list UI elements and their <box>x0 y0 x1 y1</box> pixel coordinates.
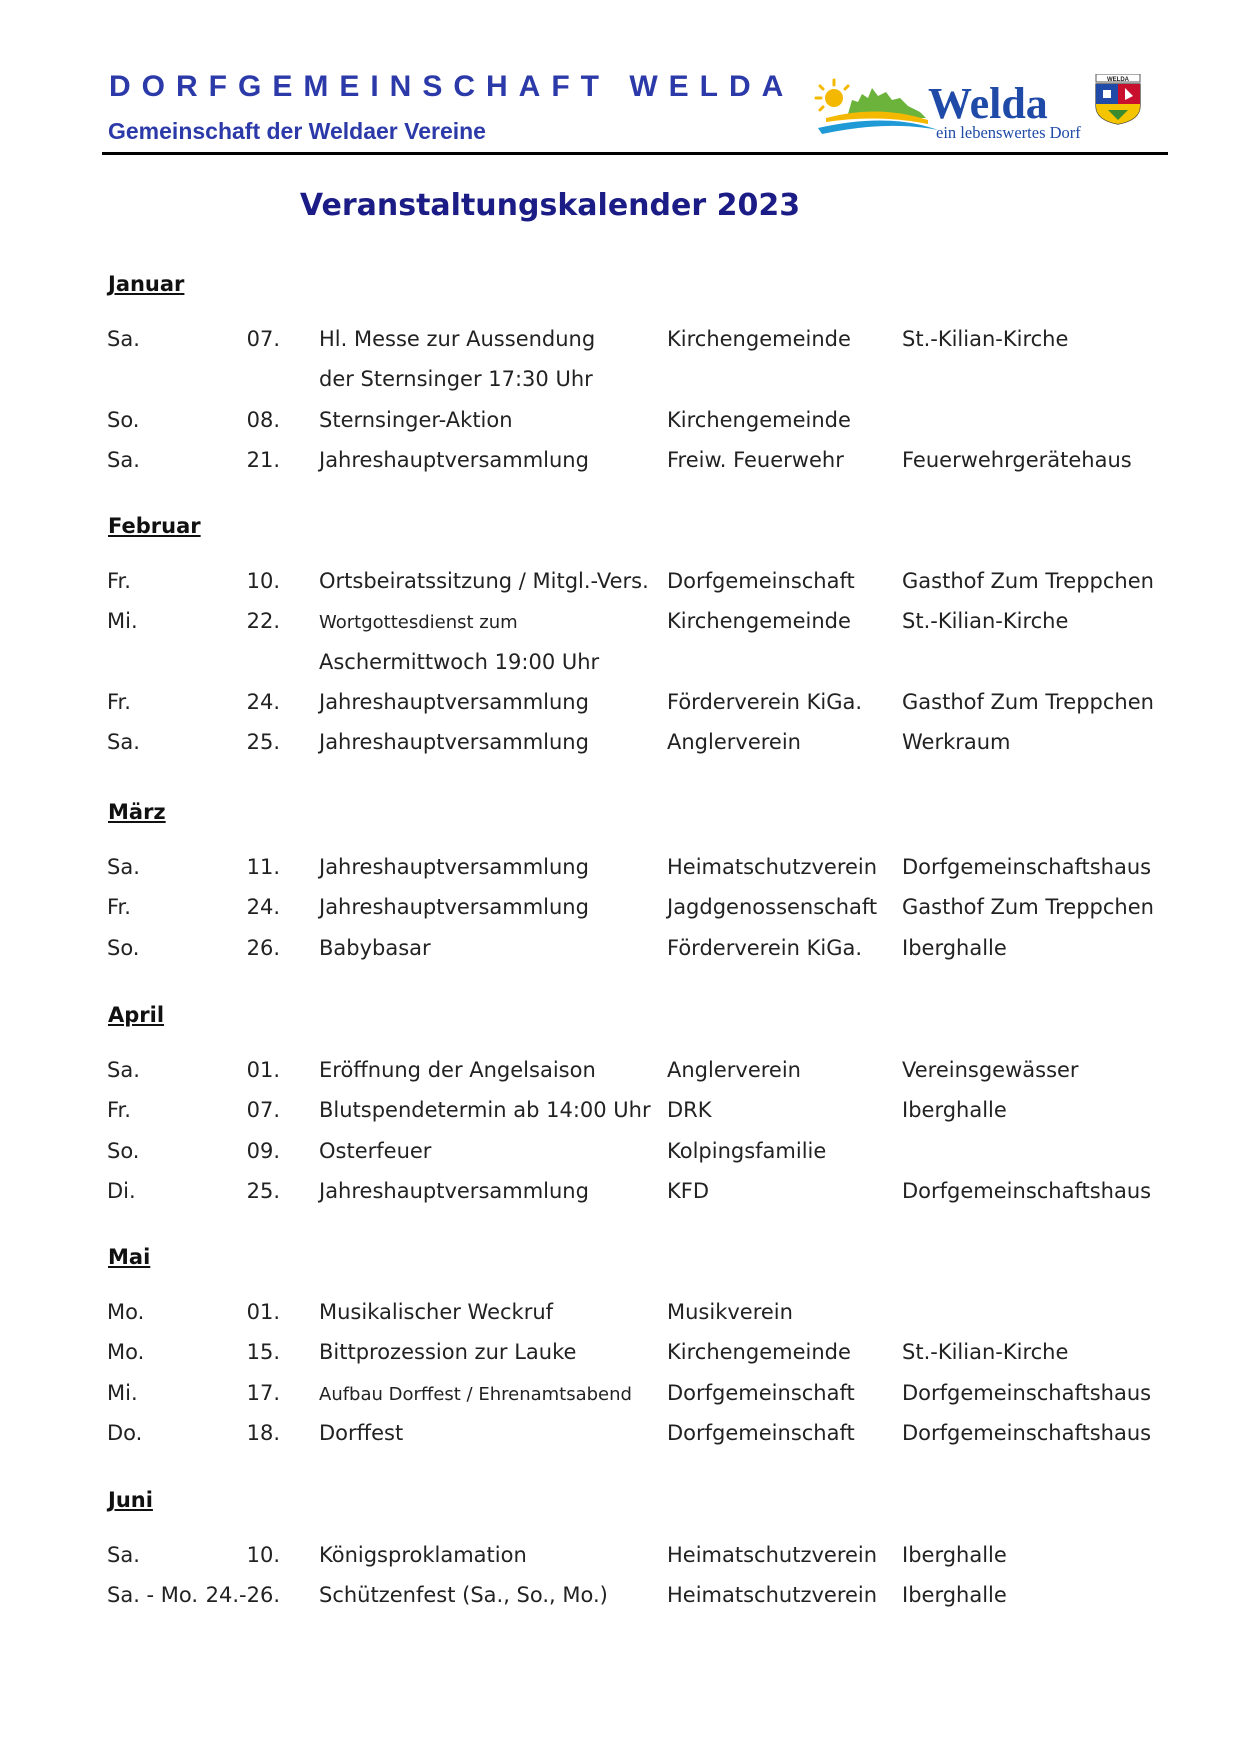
event-organizer: Kirchengemeinde <box>667 327 851 351</box>
event-location: St.-Kilian-Kirche <box>902 327 1069 351</box>
event-day: Sa. <box>107 1058 140 1082</box>
event-organizer: Heimatschutzverein <box>667 1583 878 1608</box>
event-title: Jahreshauptversammlung <box>319 447 589 472</box>
event-organizer: Jagdgenossenschaft <box>667 895 878 920</box>
event-title: Jahreshauptversammlung <box>319 855 589 879</box>
org-title: DORFGEMEINSCHAFT WELDA <box>109 70 795 103</box>
event-location: Dorfgemeinschaftshaus <box>902 855 1152 879</box>
event-date: 09. <box>246 1138 280 1163</box>
event-day: Sa. - Mo. <box>107 1583 199 1608</box>
event-row <box>0 1543 1240 1583</box>
event-row <box>0 1139 1240 1179</box>
event-day: Sa. <box>107 855 140 879</box>
event-location: Werkraum <box>902 730 1011 755</box>
event-row <box>0 1421 1240 1461</box>
event-row <box>0 1583 1240 1623</box>
event-date: 10. <box>246 1543 280 1567</box>
event-organizer: Freiw. Feuerwehr <box>667 447 844 472</box>
event-date: 18. <box>246 1420 280 1445</box>
event-day: Di. <box>107 1178 136 1203</box>
event-organizer: Kirchengemeinde <box>667 407 851 432</box>
event-organizer: Musikverein <box>667 1300 793 1324</box>
logo-wordmark: Welda <box>928 79 1048 128</box>
event-date: 01. <box>246 1058 280 1082</box>
event-row <box>0 1300 1240 1340</box>
event-date: 07. <box>246 1098 280 1123</box>
event-organizer: Anglerverein <box>667 1058 801 1082</box>
event-row <box>0 895 1240 935</box>
crest-label: WELDA <box>1107 77 1129 83</box>
event-day: Do. <box>107 1420 143 1445</box>
event-organizer: Heimatschutzverein <box>667 855 878 879</box>
event-day: Sa. <box>107 730 140 755</box>
event-organizer: Dorfgemeinschaft <box>667 1380 855 1405</box>
event-row <box>0 730 1240 770</box>
event-day: Fr. <box>107 895 131 920</box>
document-title: Veranstaltungskalender 2023 <box>299 188 801 223</box>
event-location: Gasthof Zum Treppchen <box>902 689 1154 714</box>
event-date: 10. <box>246 569 280 593</box>
event-organizer: Kirchengemeinde <box>667 609 851 634</box>
event-day: Sa. <box>107 327 140 351</box>
event-location: Iberghalle <box>902 935 1007 960</box>
month-heading: Mai <box>108 1245 151 1269</box>
event-organizer: DRK <box>667 1098 712 1123</box>
event-location: Feuerwehrgerätehaus <box>902 447 1132 472</box>
sun-icon <box>816 80 848 110</box>
event-date: 22. <box>246 609 280 634</box>
event-row <box>0 855 1240 895</box>
event-day: Sa. <box>107 447 140 472</box>
event-row <box>0 690 1240 730</box>
month-heading: Januar <box>108 272 185 296</box>
month-heading: Juni <box>108 1488 153 1512</box>
event-title: Wortgottesdienst zum <box>319 612 518 634</box>
event-title: Musikalischer Weckruf <box>319 1300 554 1324</box>
event-title: Jahreshauptversammlung <box>319 1178 589 1203</box>
event-title-continuation: der Sternsinger 17:30 Uhr <box>319 367 593 392</box>
event-date: 15. <box>246 1340 280 1365</box>
event-day: Sa. <box>107 1543 140 1567</box>
event-organizer: Förderverein KiGa. <box>667 689 863 714</box>
event-row-continuation <box>0 367 1240 407</box>
event-day: Mo. <box>107 1300 145 1324</box>
event-day: So. <box>107 407 140 432</box>
event-location: Gasthof Zum Treppchen <box>902 569 1154 593</box>
event-day: Fr. <box>107 569 131 593</box>
event-location: Dorfgemeinschaftshaus <box>902 1178 1152 1203</box>
welda-logo <box>808 74 1144 146</box>
event-organizer: Dorfgemeinschaft <box>667 569 855 593</box>
event-title: Jahreshauptversammlung <box>319 689 589 714</box>
event-row <box>0 1058 1240 1098</box>
event-row <box>0 408 1240 448</box>
event-row <box>0 1179 1240 1219</box>
event-date: 01. <box>246 1300 280 1324</box>
event-date: 26. <box>246 935 280 960</box>
event-organizer: KFD <box>667 1178 710 1203</box>
event-day: Mi. <box>107 1380 138 1405</box>
event-location: Iberghalle <box>902 1583 1007 1608</box>
event-location: St.-Kilian-Kirche <box>902 1340 1069 1365</box>
event-row <box>0 448 1240 488</box>
event-row <box>0 1098 1240 1138</box>
event-title: Aufbau Dorffest / Ehrenamtsabend <box>319 1383 632 1405</box>
event-organizer: Anglerverein <box>667 730 801 755</box>
event-row <box>0 609 1240 649</box>
event-organizer: Kolpingsfamilie <box>667 1138 827 1163</box>
event-title: Königsproklamation <box>319 1543 527 1567</box>
event-title: Jahreshauptversammlung <box>319 895 589 920</box>
event-location: Dorfgemeinschaftshaus <box>902 1380 1152 1405</box>
event-location: St.-Kilian-Kirche <box>902 609 1069 634</box>
event-row <box>0 569 1240 609</box>
event-row <box>0 936 1240 976</box>
event-day: Mi. <box>107 609 138 634</box>
event-location: Dorfgemeinschaftshaus <box>902 1420 1152 1445</box>
event-date: 07. <box>246 327 280 351</box>
event-row-continuation <box>0 650 1240 690</box>
event-title: Hl. Messe zur Aussendung <box>319 327 596 351</box>
event-date: 17. <box>246 1380 280 1405</box>
event-location: Iberghalle <box>902 1098 1007 1123</box>
month-heading: April <box>108 1003 165 1027</box>
event-location: Iberghalle <box>902 1543 1007 1567</box>
event-title-continuation: Aschermittwoch 19:00 Uhr <box>319 649 600 674</box>
event-date: 24. <box>246 689 280 714</box>
event-location: Vereinsgewässer <box>902 1058 1079 1082</box>
header-rule <box>102 152 1168 155</box>
event-organizer: Heimatschutzverein <box>667 1543 878 1567</box>
event-title: Sternsinger-Aktion <box>319 407 513 432</box>
event-date: 25. <box>246 1178 280 1203</box>
event-date: 08. <box>246 407 280 432</box>
event-title: Dorffest <box>319 1420 404 1445</box>
event-day: Fr. <box>107 1098 131 1123</box>
event-row <box>0 327 1240 367</box>
event-row <box>0 1381 1240 1421</box>
coat-of-arms-icon <box>1096 74 1140 124</box>
month-heading: März <box>108 800 166 824</box>
event-day: Mo. <box>107 1340 145 1365</box>
event-date: 24. <box>246 895 280 920</box>
event-title: Bittprozession zur Lauke <box>319 1340 577 1365</box>
event-organizer: Dorfgemeinschaft <box>667 1420 855 1445</box>
event-title: Blutspendetermin ab 14:00 Uhr <box>319 1098 651 1123</box>
event-day: So. <box>107 1138 140 1163</box>
event-date: 11. <box>246 855 280 879</box>
event-row <box>0 1340 1240 1380</box>
event-title: Schützenfest (Sa., So., Mo.) <box>319 1583 608 1608</box>
event-date: 21. <box>246 447 280 472</box>
event-title: Ortsbeiratssitzung / Mitgl.-Vers. <box>319 569 649 593</box>
event-day: So. <box>107 935 140 960</box>
event-location: Gasthof Zum Treppchen <box>902 895 1154 920</box>
month-heading: Februar <box>108 514 201 538</box>
event-day: Fr. <box>107 689 131 714</box>
event-date: 25. <box>246 730 280 755</box>
event-organizer: Kirchengemeinde <box>667 1340 851 1365</box>
event-date: 24.-26. <box>205 1583 280 1608</box>
event-title: Eröffnung der Angelsaison <box>319 1058 596 1082</box>
logo-tagline: ein lebenswertes Dorf <box>936 123 1081 142</box>
org-subtitle: Gemeinschaft der Weldaer Vereine <box>108 118 486 144</box>
event-title: Jahreshauptversammlung <box>319 730 589 755</box>
event-title: Babybasar <box>319 935 431 960</box>
event-organizer: Förderverein KiGa. <box>667 935 863 960</box>
event-title: Osterfeuer <box>319 1138 432 1163</box>
